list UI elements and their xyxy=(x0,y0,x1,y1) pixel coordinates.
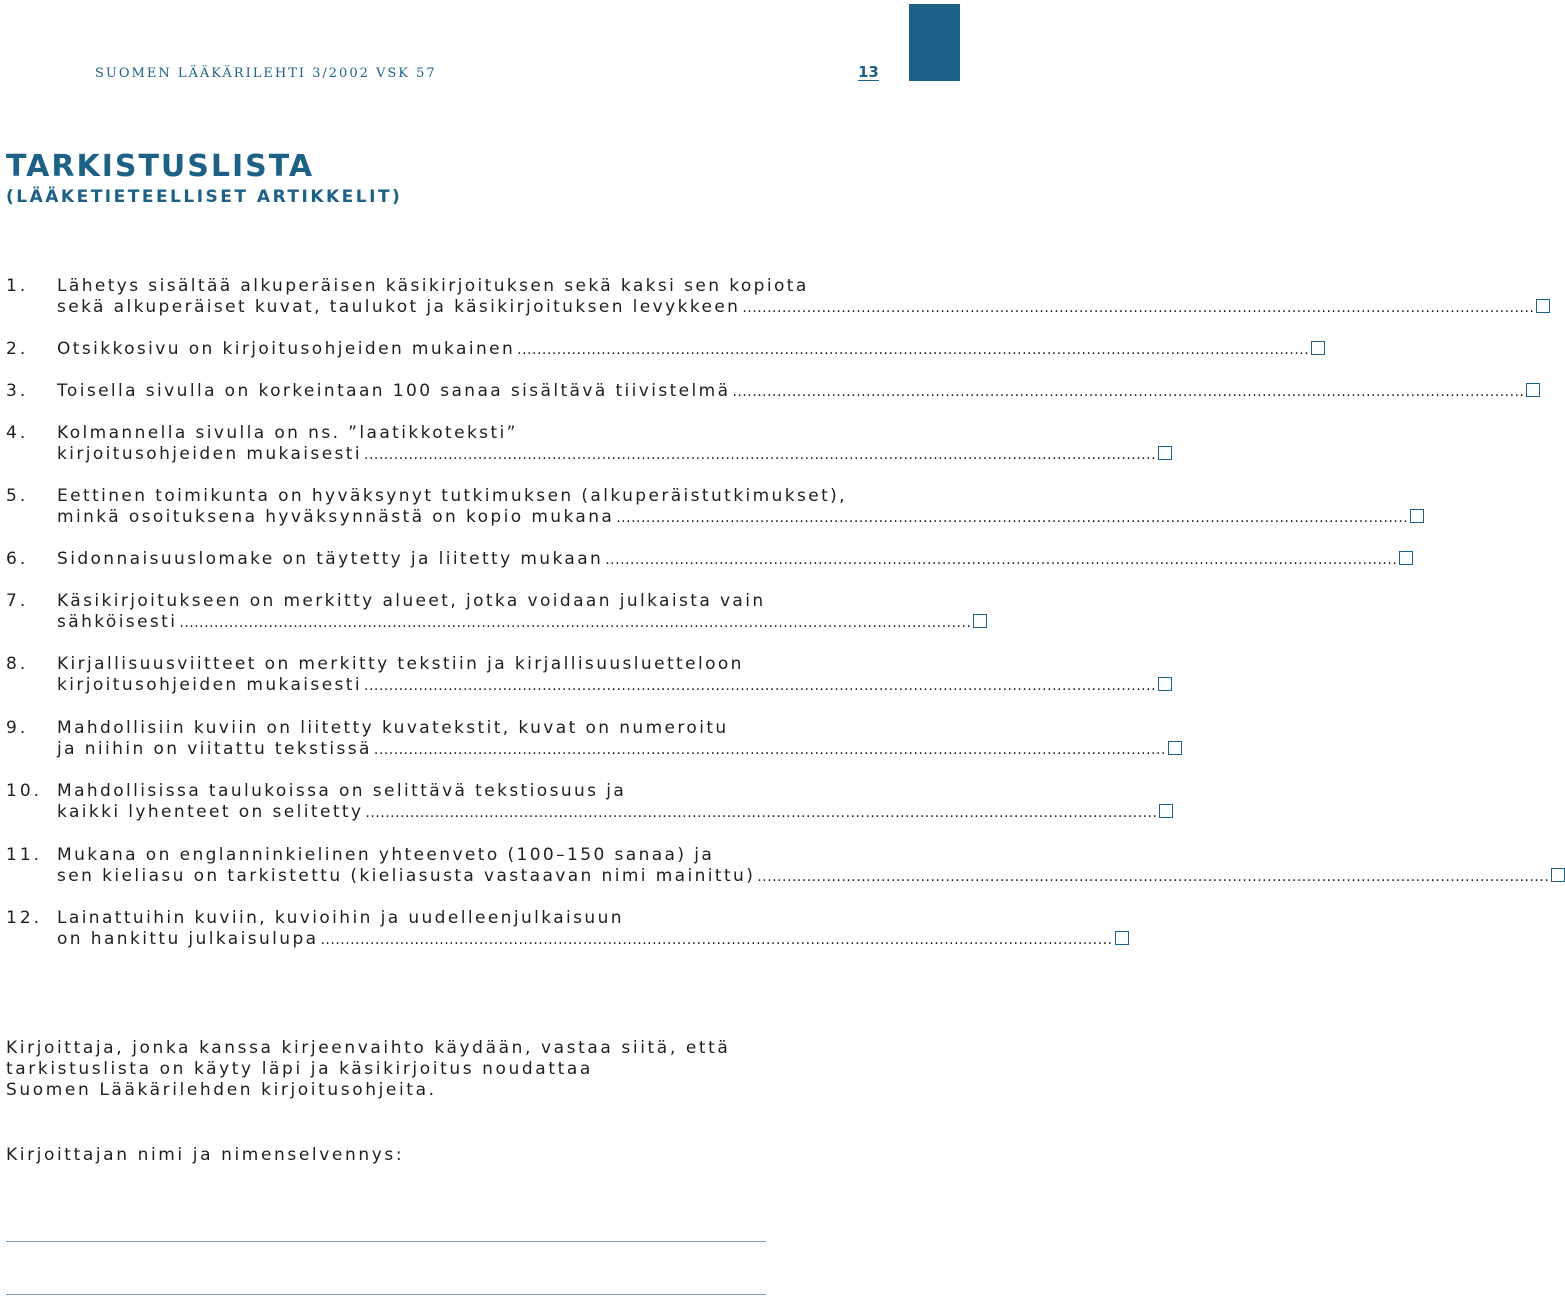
author-note xyxy=(6,1038,906,1101)
leader-dots: ................................................................................................................................................................ xyxy=(517,342,1310,358)
checklist-item-text: sekä alkuperäiset kuvat, taulukot ja käsikirjoituksen levykkeen xyxy=(57,297,741,317)
leader-dots: ................................................................................................................................................................ xyxy=(757,869,1550,885)
checklist-item-line: Käsikirjoitukseen on merkitty alueet, jotka voidaan julkaista vain xyxy=(57,591,766,611)
checklist-item-line xyxy=(57,443,1157,466)
leader-dots: ................................................................................................................................................................ xyxy=(742,300,1535,316)
checklist-item-text: Sidonnaisuuslomake on täytetty ja liitetty mukaan xyxy=(57,549,604,569)
checklist-item-line xyxy=(57,296,1535,319)
signature-label: Kirjoittajan nimi ja nimenselvennys: xyxy=(6,1145,405,1165)
checklist-item-line: Kirjallisuusviitteet on merkitty tekstiin ja kirjallisuusluetteloon xyxy=(57,654,744,674)
checklist-item-number: 7. xyxy=(6,591,29,611)
checklist-item-line: Mahdollisiin kuviin on liitetty kuvatekstit, kuvat on numeroitu xyxy=(57,718,729,738)
checklist-item-line xyxy=(57,738,1166,761)
checklist-item-text: minkä osoituksena hyväksynnästä on kopio mukana xyxy=(57,507,615,527)
checklist-item-text: ja niihin on viitattu tekstissä xyxy=(57,739,372,759)
page-number: 13 xyxy=(858,63,879,81)
checkbox-square-icon[interactable] xyxy=(1410,509,1424,523)
leader-dots: ................................................................................................................................................................ xyxy=(605,552,1398,568)
checkbox-square-icon[interactable] xyxy=(1159,804,1173,818)
checklist-item-line: Lainattuihin kuviin, kuvioihin ja uudelleenjulkaisuun xyxy=(57,908,624,928)
checklist-item-line xyxy=(57,506,1409,529)
leader-dots: ................................................................................................................................................................ xyxy=(364,678,1157,694)
checklist-item-line xyxy=(57,928,1113,951)
checklist-item-line xyxy=(57,865,1550,888)
checklist-item-line xyxy=(57,548,1398,571)
leader-dots: ................................................................................................................................................................ xyxy=(373,742,1166,758)
leader-dots: ................................................................................................................................................................ xyxy=(364,447,1157,463)
page-subtitle: (LÄÄKETIETEELLISET ARTIKKELIT) xyxy=(6,187,403,207)
checklist-item-line: Eettinen toimikunta on hyväksynyt tutkimuksen (alkuperäistutkimukset), xyxy=(57,486,847,506)
checklist-item-line xyxy=(57,338,1310,361)
checkbox-square-icon[interactable] xyxy=(1158,446,1172,460)
checkbox-square-icon[interactable] xyxy=(1115,931,1129,945)
checklist-item-number: 1. xyxy=(6,276,29,296)
author-note-line: Kirjoittaja, jonka kanssa kirjeenvaihto käydään, vastaa siitä, että xyxy=(6,1038,731,1058)
checkbox-square-icon[interactable] xyxy=(1399,551,1413,565)
checklist-item-number: 2. xyxy=(6,339,29,359)
checkbox-square-icon[interactable] xyxy=(973,614,987,628)
checklist-item-line: Kolmannella sivulla on ns. ”laatikkoteksti” xyxy=(57,423,518,443)
leader-dots: ................................................................................................................................................................ xyxy=(320,932,1113,948)
checklist-item-text: kirjoitusohjeiden mukaisesti xyxy=(57,444,362,464)
checkbox-square-icon[interactable] xyxy=(1551,868,1565,882)
page-tab-marker xyxy=(909,4,960,81)
checklist-item-line: Mahdollisissa taulukoissa on selittävä tekstiosuus ja xyxy=(57,781,627,801)
checklist-item-number: 12. xyxy=(6,908,43,928)
checklist-item-line xyxy=(57,801,1158,824)
checkbox-square-icon[interactable] xyxy=(1536,299,1550,313)
checkbox-square-icon[interactable] xyxy=(1168,741,1182,755)
checklist-item-text: on hankittu julkaisulupa xyxy=(57,929,319,949)
checklist-item-number: 10. xyxy=(6,781,43,801)
author-note-line: Suomen Lääkärilehden kirjoitusohjeita. xyxy=(6,1080,437,1100)
checklist-item-number: 9. xyxy=(6,718,29,738)
checklist-item-line: Lähetys sisältää alkuperäisen käsikirjoituksen sekä kaksi sen kopiota xyxy=(57,276,809,296)
checklist-item-number: 4. xyxy=(6,423,29,443)
checklist-item-line xyxy=(57,674,1157,697)
checklist-item-line xyxy=(57,611,972,634)
checklist-item-number: 5. xyxy=(6,486,29,506)
checkbox-square-icon[interactable] xyxy=(1311,341,1325,355)
leader-dots: ................................................................................................................................................................ xyxy=(365,805,1158,821)
checklist-item-text: sähköisesti xyxy=(57,612,178,632)
checklist-item-number: 8. xyxy=(6,654,29,674)
checklist-item-text: kirjoitusohjeiden mukaisesti xyxy=(57,675,362,695)
checklist-item-number: 6. xyxy=(6,549,29,569)
checklist-item-text: Otsikkosivu on kirjoitusohjeiden mukainen xyxy=(57,339,516,359)
running-head: SUOMEN LÄÄKÄRILEHTI 3/2002 VSK 57 xyxy=(95,66,437,81)
leader-dots: ................................................................................................................................................................ xyxy=(732,384,1525,400)
leader-dots: ................................................................................................................................................................ xyxy=(616,510,1409,526)
checkbox-square-icon[interactable] xyxy=(1526,383,1540,397)
checklist-item-line xyxy=(57,380,1525,403)
checkbox-square-icon[interactable] xyxy=(1158,677,1172,691)
checklist-item-number: 11. xyxy=(6,845,43,865)
checklist-item-text: sen kieliasu on tarkistettu (kieliasusta vastaavan nimi mainittu) xyxy=(57,866,756,886)
signature-line xyxy=(6,1241,766,1242)
author-note-line: tarkistuslista on käyty läpi ja käsikirjoitus noudattaa xyxy=(6,1059,593,1079)
leader-dots: ................................................................................................................................................................ xyxy=(179,615,972,631)
checklist-item-text: kaikki lyhenteet on selitetty xyxy=(57,802,364,822)
checklist-item-text: Toisella sivulla on korkeintaan 100 sanaa sisältävä tiivistelmä xyxy=(57,381,731,401)
checklist-item-number: 3. xyxy=(6,381,29,401)
checklist-item-line: Mukana on englanninkielinen yhteenveto (100–150 sanaa) ja xyxy=(57,845,715,865)
page-title: TARKISTUSLISTA xyxy=(6,149,315,184)
signature-line xyxy=(6,1294,766,1295)
